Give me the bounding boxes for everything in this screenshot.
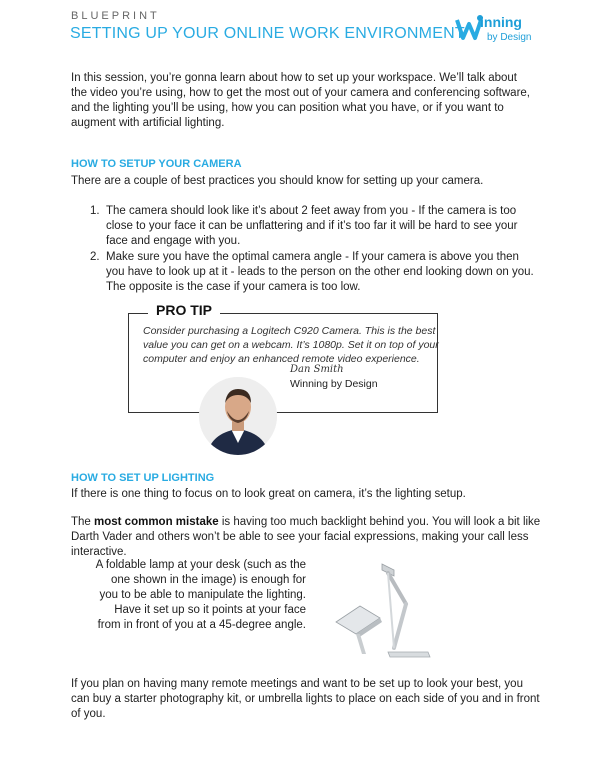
kicker: BLUEPRINT [71, 10, 160, 22]
person-portrait-icon [199, 377, 277, 455]
intro-paragraph: In this session, you’re gonna learn about how to set up your workspace. We’ll talk about the video you’re using, how to get the most out of your camera and conferencing software, and the lighting you’ll be using, how you can position what you have, or if you want to augment with artificial lighting. [71, 72, 530, 129]
avatar [199, 377, 277, 455]
camera-lead: There are a couple of best practices you should know for setting up your camera. [71, 175, 484, 187]
page-title: SETTING UP YOUR ONLINE WORK ENVIRONMENT [70, 25, 465, 42]
lamp-paragraph: A foldable lamp at your desk (such as the one shown in the image) is enough for you to be able to manipulate the lighting. Have it set up so it points at your face from in front of you at a 45-degree angle. [95, 559, 306, 631]
list-item [90, 204, 536, 249]
list-text: Make sure you have the optimal camera angle - If your camera is above you then you have to look up at it - leads to the person on the other end looking down on you. The opposite is the case if your camera is too low. [106, 251, 534, 293]
signature: Dan Smith [290, 364, 344, 375]
mistake-prefix: The [71, 516, 95, 528]
signature-company: Winning by Design [290, 378, 378, 390]
mistake-emphasis: most common mistake [94, 516, 219, 528]
mistake-rest: is having too much backlight behind you. You will look a bit like Darth Vader and others won’t be able to see your facial expressions, making your call less interactive. [71, 516, 541, 558]
lighting-lead: If there is one thing to focus on to look great on camera, it’s the lighting setup. [71, 488, 466, 500]
list-text: The camera should look like it’s about 2 feet away from you - If the camera is too close to your face it can be unflattering and if it’s too far it will be hard to see your face and engage with you. [106, 205, 518, 247]
lighting-heading: HOW TO SET UP LIGHTING [71, 472, 215, 484]
closing-paragraph: If you plan on having many remote meetings and want to be set up to look your best, you can buy a starter photography kit, or umbrella lights to place on each side of you and in front of you. [71, 678, 540, 720]
folding-lamp-icon [332, 556, 438, 662]
camera-heading: HOW TO SETUP YOUR CAMERA [71, 158, 242, 170]
list-number: 2. [90, 251, 100, 263]
logo-word: inning [480, 14, 522, 30]
pro-tip-text: Consider purchasing a Logitech C920 Camera. This is the best value you can get on a webcam. It’s 1080p. Set it on top of your computer and enjoy an enhanced remote video experience. [143, 325, 439, 365]
camera-tips-list [90, 204, 536, 296]
w-logo-icon [455, 14, 483, 42]
list-number: 1. [90, 205, 100, 217]
list-item [90, 250, 536, 295]
pro-tip-label: PRO TIP [148, 302, 220, 318]
mistake-paragraph [71, 515, 541, 560]
lamp-image [332, 556, 438, 662]
brand-logo [455, 14, 535, 46]
logo-subtitle: by Design [487, 32, 532, 43]
